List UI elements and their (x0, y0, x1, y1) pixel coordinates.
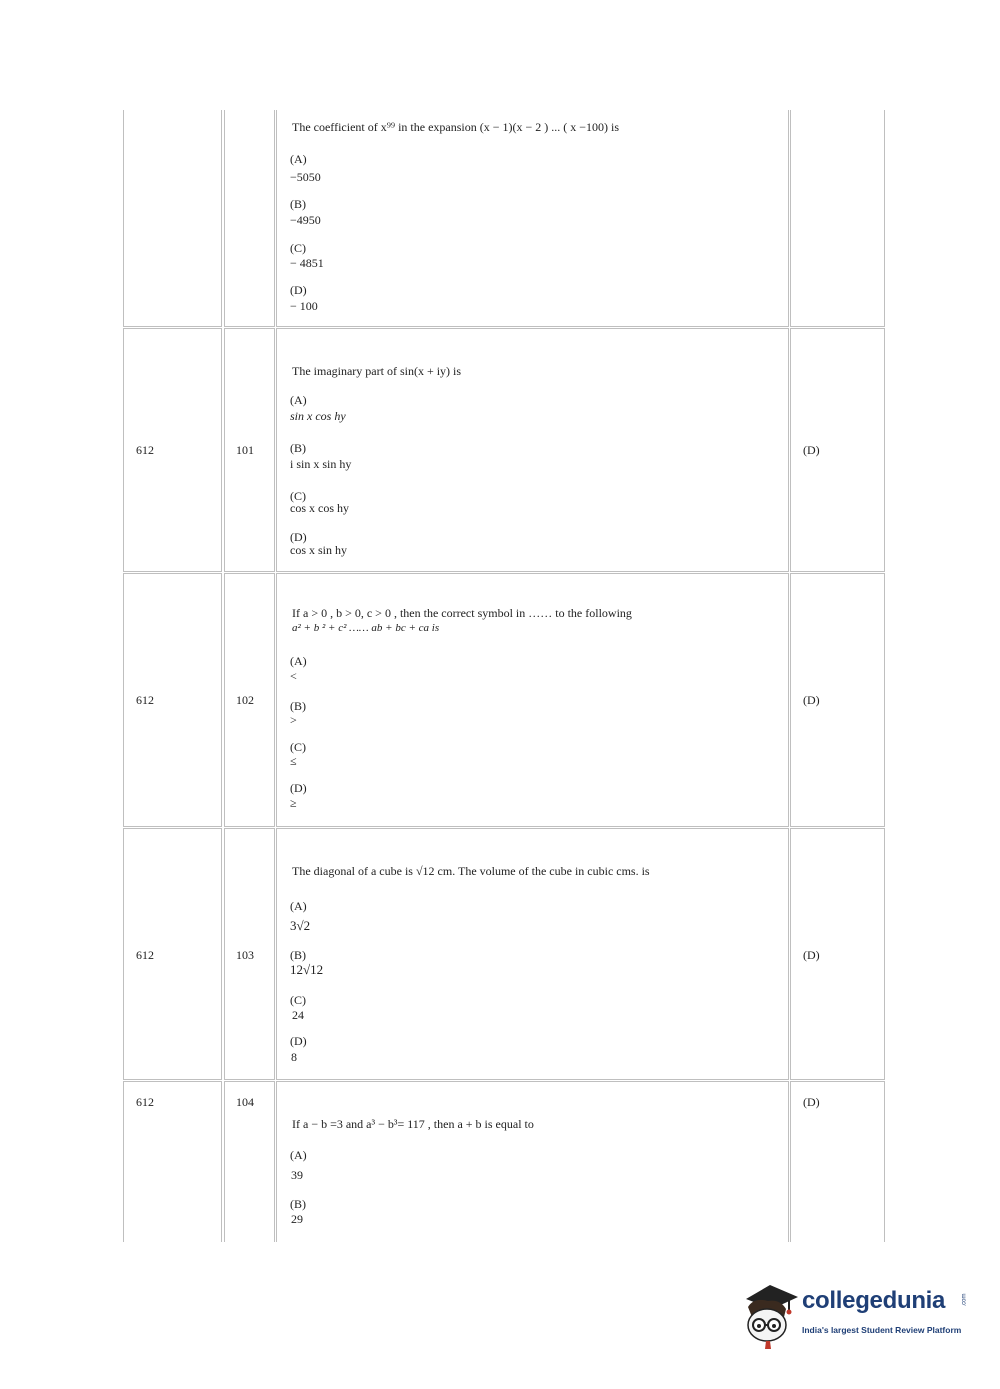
paper-code: 612 (136, 693, 154, 707)
option-value: cos x cos hy (290, 501, 349, 515)
option-value: cos x sin hy (290, 543, 347, 557)
collegedunia-logo (740, 1283, 970, 1353)
answer-cell (790, 1081, 885, 1242)
option-value: 8 (291, 1050, 297, 1064)
option-label: (A) (290, 899, 307, 913)
logo-wordmark: collegedunia (802, 1287, 946, 1314)
option-label: (A) (290, 654, 307, 668)
paper-code-cell (123, 573, 222, 827)
option-value: 39 (291, 1168, 303, 1182)
option-label: (D) (290, 1034, 307, 1048)
option-value: > (290, 713, 297, 727)
question-number-cell (224, 828, 275, 1080)
logo-suffix: .com (961, 1293, 968, 1307)
paper-code: 612 (136, 948, 154, 962)
option-label: (B) (290, 441, 306, 455)
option-label: (C) (290, 740, 306, 754)
option-label: (B) (290, 699, 306, 713)
table-row (122, 110, 886, 327)
question-number: 103 (236, 948, 254, 962)
question-table (122, 110, 886, 1242)
question-number-cell (224, 573, 275, 827)
option-value: − 4851 (290, 256, 324, 270)
option-value: ≥ (290, 796, 297, 810)
paper-code-cell (123, 328, 222, 572)
question-number: 101 (236, 443, 254, 457)
question-cell (276, 1081, 789, 1242)
paper-code-cell (123, 110, 222, 327)
question-text: If a > 0 , b > 0, c > 0 , then the correct symbol in …… to the following (292, 606, 632, 620)
option-label: (B) (290, 1197, 306, 1211)
paper-code: 612 (136, 443, 154, 457)
question-number-cell (224, 110, 275, 327)
question-text: The diagonal of a cube is √12 cm. The volume of the cube in cubic cms. is (292, 864, 650, 878)
option-value: 29 (291, 1212, 303, 1226)
question-number: 102 (236, 693, 254, 707)
question-cell (276, 328, 789, 572)
option-value: 12√12 (290, 962, 324, 977)
option-label: (D) (290, 781, 307, 795)
question-text: If a − b =3 and a³ − b³= 117 , then a + b is equal to (292, 1117, 534, 1131)
answer-cell (790, 828, 885, 1080)
table-row (122, 573, 886, 827)
option-label: (C) (290, 993, 306, 1007)
question-text: The imaginary part of sin(x + iy) is (292, 364, 462, 378)
logo-tagline: India's largest Student Review Platform (802, 1325, 962, 1335)
table-row (122, 828, 886, 1080)
mascot-icon (740, 1283, 802, 1349)
option-value: −4950 (290, 213, 321, 227)
option-label: (B) (290, 197, 306, 211)
question-number: 104 (236, 1095, 254, 1109)
option-label: (B) (290, 948, 306, 962)
paper-code-cell (123, 828, 222, 1080)
option-value: sin x cos hy (290, 409, 346, 423)
option-label: (A) (290, 152, 307, 166)
paper-code: 612 (136, 1095, 154, 1109)
table-row (122, 328, 886, 572)
option-label: (D) (290, 283, 307, 297)
option-value: < (290, 669, 297, 683)
option-value: −5050 (290, 170, 321, 184)
table-row (122, 1081, 886, 1242)
option-value: 24 (292, 1008, 304, 1022)
option-value: i sin x sin hy (290, 457, 352, 471)
option-label: (C) (290, 241, 306, 255)
question-cell (276, 573, 789, 827)
answer-text: (D) (803, 948, 820, 962)
option-label: (A) (290, 1148, 307, 1162)
answer-text: (D) (803, 1095, 820, 1109)
option-value: − 100 (290, 299, 318, 313)
answer-cell (790, 110, 885, 327)
question-cell (276, 110, 789, 327)
paper-code-cell (123, 1081, 222, 1242)
answer-cell (790, 573, 885, 827)
question-text-line2: a² + b ² + c² …… ab + bc + ca is (292, 622, 440, 634)
question-number-cell (224, 1081, 275, 1242)
question-number-cell (224, 328, 275, 572)
question-cell (276, 828, 789, 1080)
question-text: The coefficient of x⁹⁹ in the expansion (x − 1)(x − 2 ) ... ( x −100) is (292, 120, 620, 134)
answer-cell (790, 328, 885, 572)
option-value: ≤ (290, 754, 297, 768)
option-label: (C) (290, 489, 306, 503)
answer-text: (D) (803, 443, 820, 457)
answer-text: (D) (803, 693, 820, 707)
option-label: (D) (290, 530, 307, 544)
option-value: 3√2 (290, 918, 311, 933)
option-label: (A) (290, 393, 307, 407)
